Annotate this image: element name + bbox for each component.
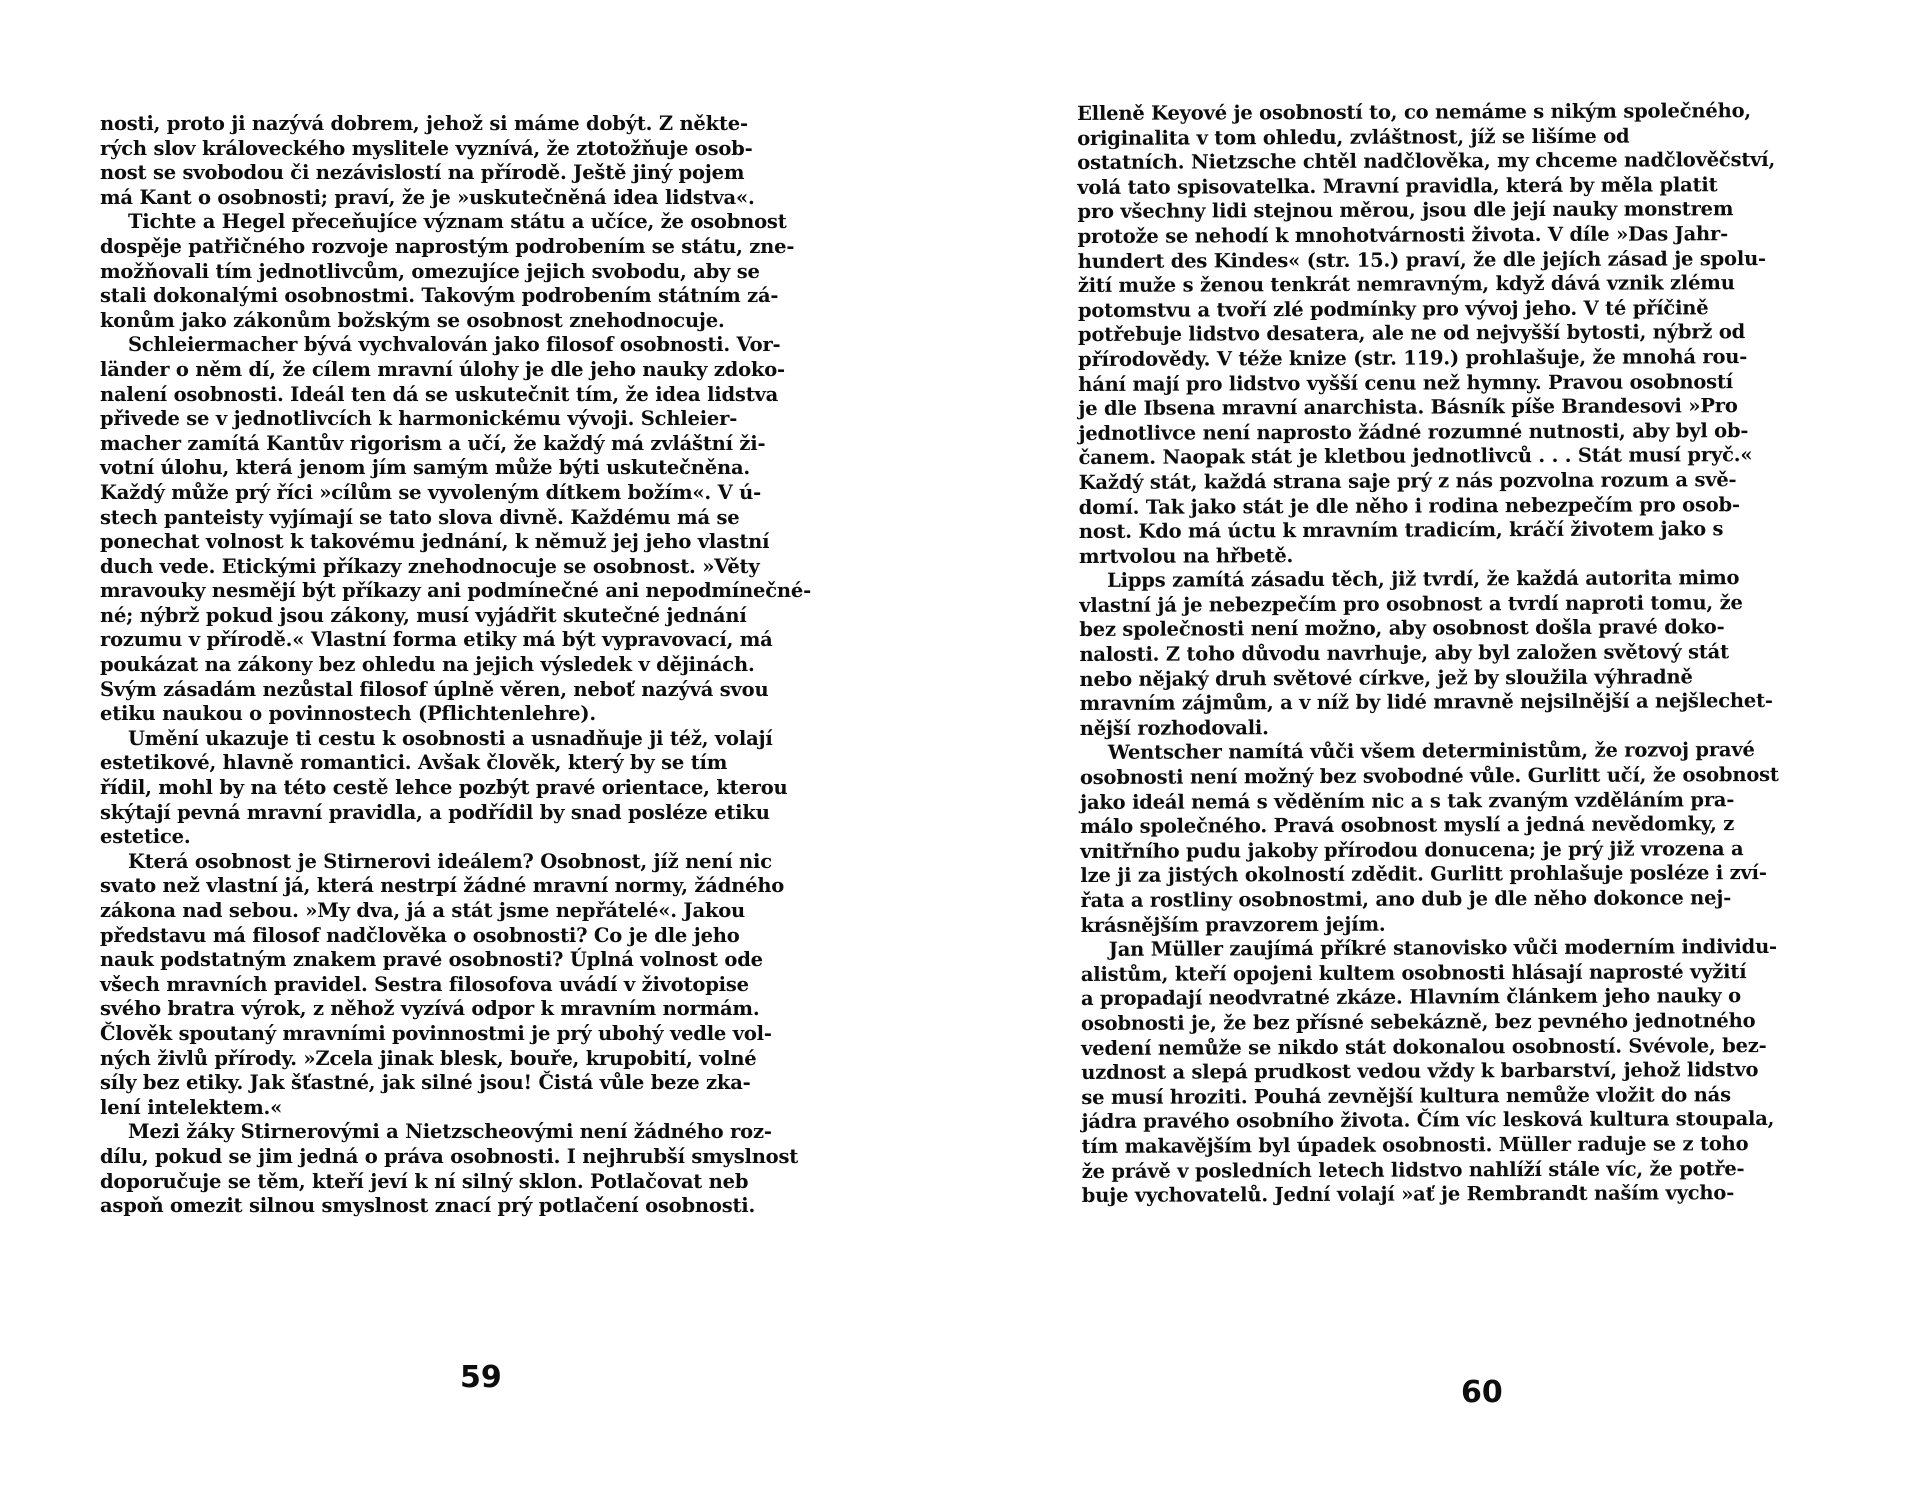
text-line: länder o něm dí, že cílem mravní úlohy je dle jeho nauky zdoko- <box>100 357 785 381</box>
text-line: potřebuje lidstvo desatera, ale ne od nejvyšší bytosti, nýbrž od <box>1077 320 1746 347</box>
text-line: svého bratra výrok, z něhož vyzívá odpor k mravním normám. <box>100 997 760 1021</box>
text-line: Svým zásadám nezůstal filosof úplně věren, neboť nazývá svou <box>100 677 769 701</box>
text-line: nalosti. Z toho důvodu navrhuje, aby byl založen světový stát <box>1079 640 1729 667</box>
text-line: buje vychovatelů. Jední volají »ať je Rembrandt naším vycho- <box>1081 1181 1735 1208</box>
text-line: nost. Kdo má úctu k mravním tradicím, kráčí životem jako s <box>1078 517 1724 544</box>
right-page <box>961 0 1922 1500</box>
text-line: že právě v posledních letech lidstvo nahlíží stále víc, že potře- <box>1081 1156 1745 1183</box>
text-line: se musí hroziti. Pouhá zevnější kultura nemůže vložit do nás <box>1081 1082 1731 1109</box>
text-line: nauk podstatným znakem pravé osobnosti? Úplná volnost ode <box>100 948 763 972</box>
text-line: mrtvolou na hřbetě. <box>1078 543 1294 568</box>
text-line: vedení nemůže se nikdo stát dokonalou osobností. Svévole, bez- <box>1081 1033 1767 1060</box>
text-line: né; nýbrž pokud jsou zákony, musí vyjádřit skutečné jednání <box>100 603 747 627</box>
text-line: nosti, proto ji nazývá dobrem, jehož si máme dobýt. Z někte- <box>100 112 748 135</box>
text-line: volá tato spisovatelka. Mravní pravidla, která by měla platit <box>1077 172 1718 199</box>
text-line: všech mravních pravidel. Sestra filosofova uvádí v životopise <box>100 972 749 996</box>
text-line: síly bez etiky. Jak šťastné, jak silné jsou! Čistá vůle beze zka- <box>100 1071 751 1095</box>
text-line: poukázat na zákony bez ohledu na jejich výsledek v dějinách. <box>100 653 755 677</box>
text-line: Mezi žáky Stirnerovými a Nietzscheovými není žádného roz- <box>128 1120 772 1144</box>
text-line: nalení osobnosti. Ideál ten dá se uskutečnit tím, že idea lidstva <box>100 382 779 406</box>
text-line: tím makavějším byl úpadek osobnosti. Müller raduje se z toho <box>1081 1132 1749 1158</box>
text-line: málo společného. Pravá osobnost myslí a jedná nevědomky, z <box>1080 812 1735 839</box>
text-line: votní úlohu, která jenom jím samým může býti uskutečněna. <box>100 456 750 480</box>
text-line: aspoň omezit silnou smyslnost znací prý potlačení osobnosti. <box>100 1194 756 1218</box>
text-line: jednotlivce není naprosto žádné rozumné nutnosti, aby byl ob- <box>1078 418 1749 445</box>
text-line: jako ideál nemá s věděním nic a s tak zvaným vzděláním pra- <box>1080 787 1735 814</box>
text-line: dospěje patřičného rozvoje naprostým podrobením se státu, zne- <box>100 234 795 258</box>
text-line: potomstvu a tvoří zlé podmínky pro vývoj jeho. V té příčině <box>1077 295 1709 322</box>
text-line: dílu, pokud se jim jedná o práva osobnosti. I nejhrubší smyslnost <box>100 1144 799 1168</box>
text-line: skýtají pevná mravní pravidla, a podřídil by snad posléze etiku <box>100 800 770 824</box>
text-line: Tichte a Hegel přeceňujíce význam státu a učíce, že osobnost <box>128 210 787 234</box>
text-line: rých slov královeckého myslitele vyznívá, že ztotožňuje osob- <box>100 136 753 160</box>
text-line: pro všechny lidi stejnou měrou, jsou dle její nauky monstrem <box>1077 197 1734 224</box>
text-line: hundert des Kindes« (str. 15.) praví, že dle jejích zásad je spolu- <box>1077 246 1766 273</box>
text-line: a propadají neodvratné zkáze. Hlavním článkem jeho nauky o <box>1080 984 1741 1011</box>
text-line: Wentscher namítá vůči všem deterministům, že rozvoj pravé <box>1107 738 1755 765</box>
text-line: lení intelektem.« <box>100 1095 283 1119</box>
text-line: mravouky nesmějí být příkazy ani podmínečné ani nepodmínečné- <box>100 579 811 603</box>
text-line: představu má filosof nadčlověka o osobnosti? Co je dle jeho <box>100 923 740 947</box>
text-line: osobnosti je, že bez přísné sebekázně, bez pevného jednotného <box>1080 1009 1756 1035</box>
text-line: Lipps zamítá zásadu těch, již tvrdí, že každá autorita mimo <box>1107 566 1740 593</box>
text-line: řídil, mohl by na této cestě lehce pozbýt pravé orientace, kterou <box>100 776 788 800</box>
right-page-number: 60 <box>1461 1375 1503 1410</box>
text-line: estetice. <box>100 825 191 849</box>
text-line: Každý stát, každá strana saje prý z nás pozvolna rozum a svě- <box>1078 468 1737 494</box>
right-page-text <box>1077 99 1882 1209</box>
text-line: má Kant o osobnosti; praví, že je »uskutečněná idea lidstva«. <box>100 185 755 209</box>
text-line: etiku naukou o povinnostech (Pflichtenlehre). <box>100 702 596 726</box>
text-line: duch vede. Etickými příkazy znehodnocuje se osobnost. »Věty <box>100 554 760 578</box>
text-line: originalita v tom ohledu, zvláštnost, jíž se lišíme od <box>1077 124 1630 150</box>
text-line: svato než vlastní já, která nestrpí žádné mravní normy, žádného <box>100 874 785 898</box>
text-line: ponechat volnost k takovému jednání, k němuž jej jeho vlastní <box>100 530 770 554</box>
text-line: možňovali tím jednotlivcům, omezujíce jejich svobodu, aby se <box>100 259 760 283</box>
text-line: vlastní já je nebezpečím pro osobnost a tvrdí naproti tomu, že <box>1079 590 1743 617</box>
text-line: ných živlů přírody. »Zcela jinak blesk, bouře, krupobití, volné <box>100 1046 757 1070</box>
text-line: ostatních. Nietzsche chtěl nadčlověka, my chceme nadčlověčství, <box>1077 148 1776 175</box>
text-line: krásnějším pravzorem jejím. <box>1080 912 1386 937</box>
text-line: rozumu v přírodě.« Vlastní forma etiky má být vypravovací, má <box>100 628 773 652</box>
text-line: Schleiermacher bývá vychvalován jako filosof osobnosti. Vor- <box>128 333 781 357</box>
text-line: stali dokonalými osobnostmi. Takovým podrobením státním zá- <box>100 284 779 308</box>
text-line: nější rozhodovali. <box>1079 716 1269 740</box>
text-line: hání mají pro lidstvo vyšší cenu než hymny. Pravou osobností <box>1078 369 1734 396</box>
text-line: doporučuje se těm, kteří jeví k ní silný sklon. Potlačovat neb <box>100 1169 749 1193</box>
text-line: alistům, kteří opojeni kultem osobnosti hlásají naprosté vyžití <box>1080 959 1747 986</box>
text-line: vnitřního pudu jakoby přírodou donucena; je prý již vrozena a <box>1080 836 1744 863</box>
text-line: Člověk spoutaný mravními povinnostmi je prý ubohý vedle vol- <box>100 1021 772 1045</box>
text-line: stech panteisty vyjímají se tato slova divně. Každému má se <box>100 505 740 529</box>
text-line: jádra pravého osobního života. Čím víc lesková kultura stoupala, <box>1081 1107 1775 1134</box>
text-line: uzdnost a slepá prudkost vedou vždy k barbarství, jehož lidstvo <box>1081 1058 1759 1085</box>
text-line: Umění ukazuje ti cestu k osobnosti a usnadňuje ji též, volají <box>128 726 773 750</box>
left-page-number: 59 <box>460 1360 502 1395</box>
text-line: Elleně Keyové je osobností to, co nemáme s nikým společného, <box>1077 99 1752 125</box>
text-line: estetikové, hlavně romantici. Avšak člověk, který by se tím <box>100 751 728 775</box>
text-line: čanem. Naopak stát je kletbou jednotlivců . . . Stát musí pryč.« <box>1078 443 1753 470</box>
text-line: je dle Ibsena mravní anarchista. Básník píše Brandesovi »Pro <box>1078 394 1738 421</box>
text-line: Která osobnost je Stirnerovi ideálem? Osobnost, jíž není nic <box>128 849 772 873</box>
text-line: konům jako zákonům božským se osobnost znehodnocuje. <box>100 308 725 332</box>
text-line: přivede se v jednotlivcích k harmonickému vývoji. Schleier- <box>100 407 738 431</box>
text-line: Každý může prý říci »cílům se vyvoleným dítkem božím«. V ú- <box>100 480 761 504</box>
text-line: protože se nehodí k mnohotvárnosti života. V díle »Das Jahr- <box>1077 222 1729 248</box>
text-line: mravním zájmům, a v níž by lidé mravně nejsilnější a nejšlechet- <box>1079 689 1773 716</box>
text-line: bez společnosti není možno, aby osobnost došla pravé doko- <box>1079 615 1725 642</box>
text-line: zákona nad sebou. »My dva, já a stát jsme nepřátelé«. Jakou <box>100 899 745 922</box>
text-line: nebo nějaký druh světové církve, jež by sloužila výhradně <box>1079 664 1693 691</box>
text-line: Jan Müller zaujímá příkré stanovisko vůči moderním individu- <box>1108 935 1777 962</box>
text-line: lze ji za jistých okolností zdědit. Gurlitt prohlašuje posléze i zví- <box>1080 861 1767 888</box>
text-line: nost se svobodou či nezávislostí na přírodě. Ještě jiný pojem <box>100 161 745 185</box>
text-line: žití muže s ženou tenkrát nemravným, když dává vznik zlému <box>1077 271 1735 298</box>
left-page-text <box>100 112 872 1219</box>
text-line: řata a rostliny osobnostmi, ano dub je dle něho dokonce nej- <box>1080 886 1732 912</box>
text-line: přírodovědy. V téže knize (str. 119.) prohlašuje, že mnohá rou- <box>1078 345 1748 371</box>
text-line: domí. Tak jako stát je dle něho i rodina nebezpečím pro osob- <box>1078 492 1740 519</box>
text-line: osobnosti není možný bez svobodné vůle. Gurlitt učí, že osobnost <box>1079 762 1779 790</box>
text-line: macher zamítá Kantův rigorism a učí, že každý má zvláštní ži- <box>100 431 766 455</box>
